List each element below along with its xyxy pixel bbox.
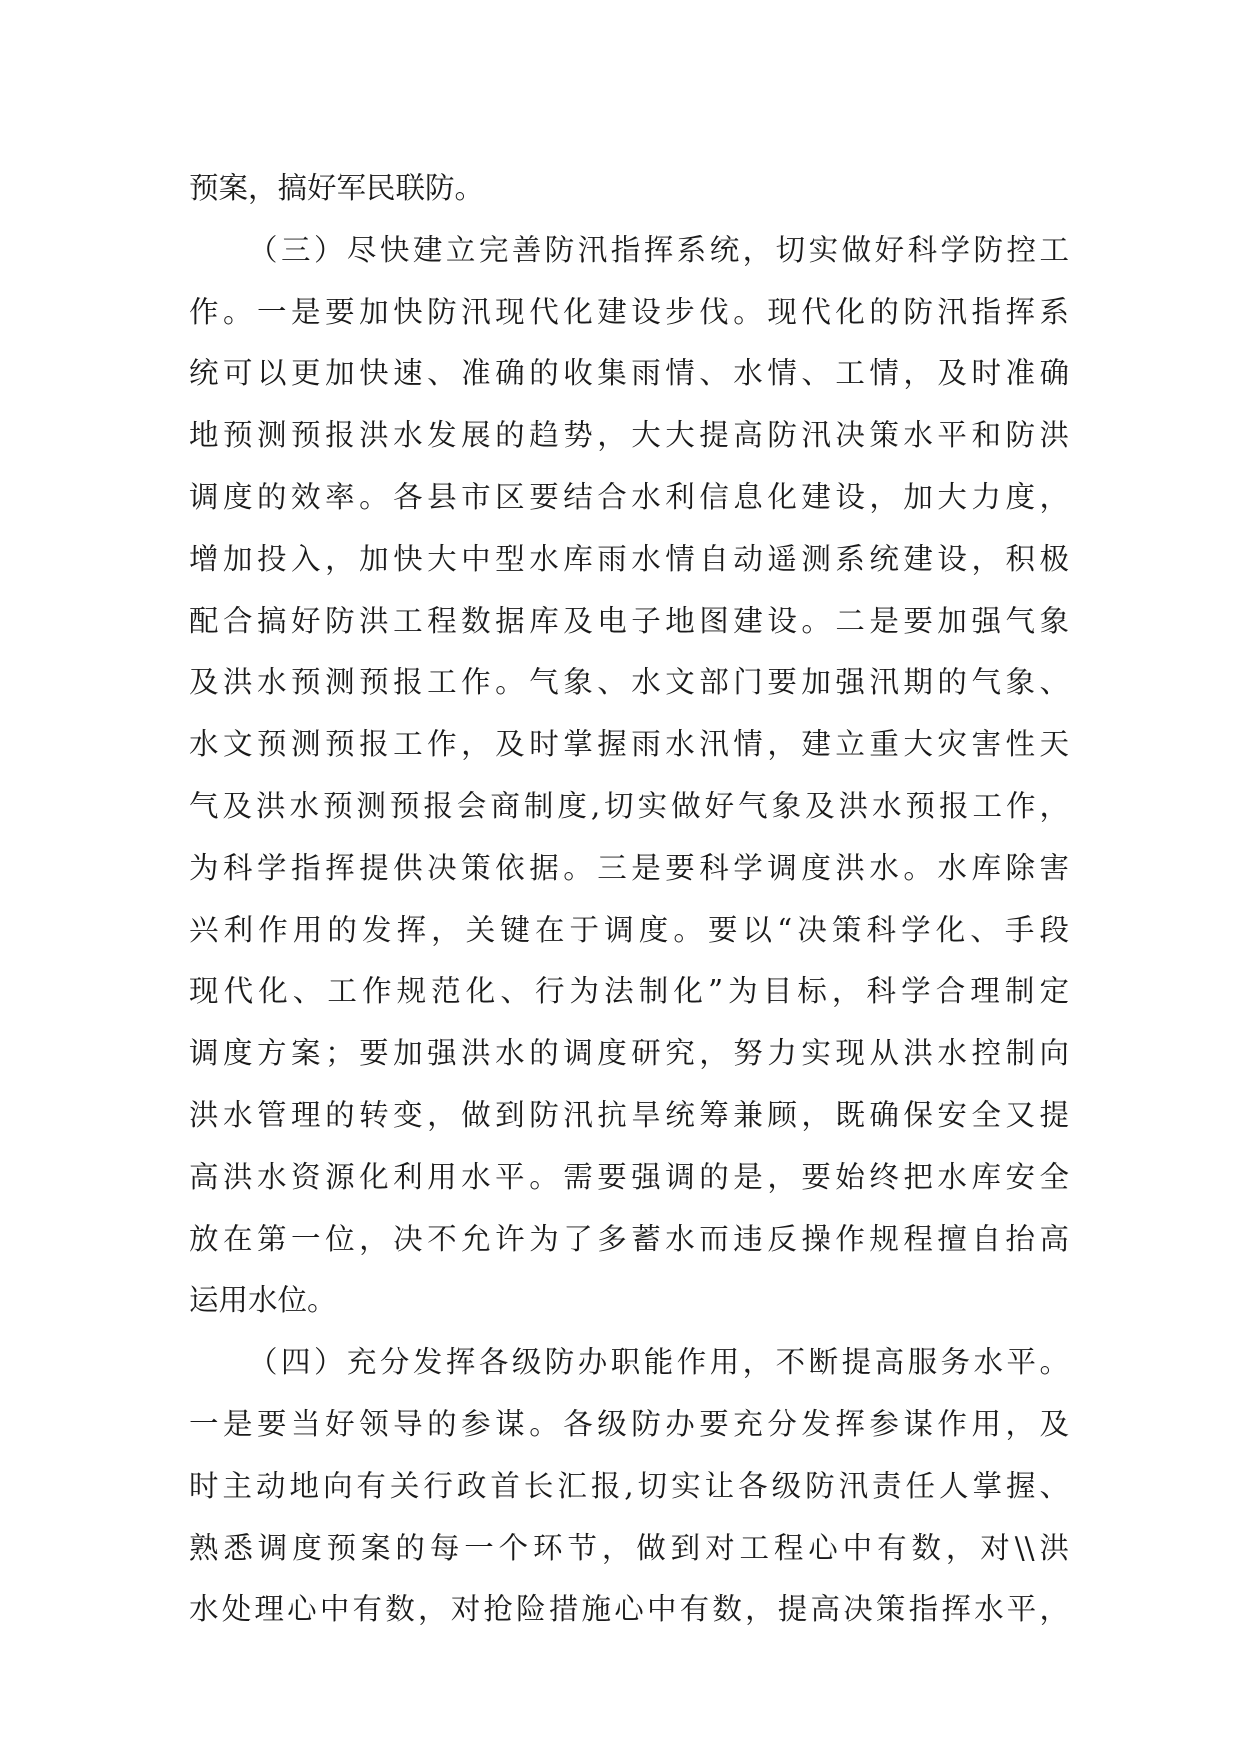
text-line: 兴利作用的发挥，关键在于调度。要以“决策科学化、手段	[189, 912, 1069, 947]
text-line: 及洪水预测预报工作。气象、水文部门要加强汛期的气象、	[189, 665, 1069, 700]
text-line: 现代化、工作规范化、行为法制化”为目标，科学合理制定	[189, 974, 1069, 1009]
text-line: 配合搞好防洪工程数据库及电子地图建设。二是要加强气象	[189, 603, 1069, 638]
text-line: 水文预测预报工作，及时掌握雨水汛情，建立重大灾害性天	[189, 727, 1069, 762]
text-line: 作。一是要加快防汛现代化建设步伐。现代化的防汛指挥系	[189, 294, 1069, 329]
text-line: 统可以更加快速、准确的收集雨情、水情、工情，及时准确	[189, 356, 1069, 391]
text-line: 放在第一位，决不允许为了多蓄水而违反操作规程擅自抬高	[189, 1221, 1069, 1256]
text-line: 地预测预报洪水发展的趋势，大大提高防汛决策水平和防洪	[189, 418, 1069, 453]
text-line: 气及洪水预测预报会商制度,切实做好气象及洪水预报工作，	[189, 788, 1069, 823]
text-line: 运用水位。	[189, 1283, 337, 1318]
text-line: 调度的效率。各县市区要结合水利信息化建设，加大力度，	[189, 479, 1069, 514]
text-line: 为科学指挥提供决策依据。三是要科学调度洪水。水库除害	[189, 850, 1069, 885]
text-line: （三）尽快建立完善防汛指挥系统，切实做好科学防控工	[248, 232, 1069, 267]
text-line: 一是要当好领导的参谋。各级防办要充分发挥参谋作用，及	[189, 1406, 1069, 1441]
text-line: 预案，搞好军民联防。	[189, 171, 485, 205]
text-line: 熟悉调度预案的每一个环节，做到对工程心中有数，对\\洪	[189, 1530, 1069, 1565]
text-line: （四）充分发挥各级防办职能作用，不断提高服务水平。	[248, 1345, 1069, 1380]
text-line: 洪水管理的转变，做到防汛抗旱统筹兼顾，既确保安全又提	[189, 1097, 1069, 1132]
text-line: 高洪水资源化利用水平。需要强调的是，要始终把水库安全	[189, 1159, 1069, 1194]
text-line: 调度方案；要加强洪水的调度研究，努力实现从洪水控制向	[189, 1036, 1069, 1071]
text-line: 水处理心中有数，对抢险措施心中有数，提高决策指挥水平，	[189, 1592, 1069, 1627]
text-line: 时主动地向有关行政首长汇报,切实让各级防汛责任人掌握、	[189, 1468, 1069, 1503]
body-text	[189, 158, 1069, 1641]
text-line: 增加投入，加快大中型水库雨水情自动遥测系统建设，积极	[189, 541, 1069, 576]
